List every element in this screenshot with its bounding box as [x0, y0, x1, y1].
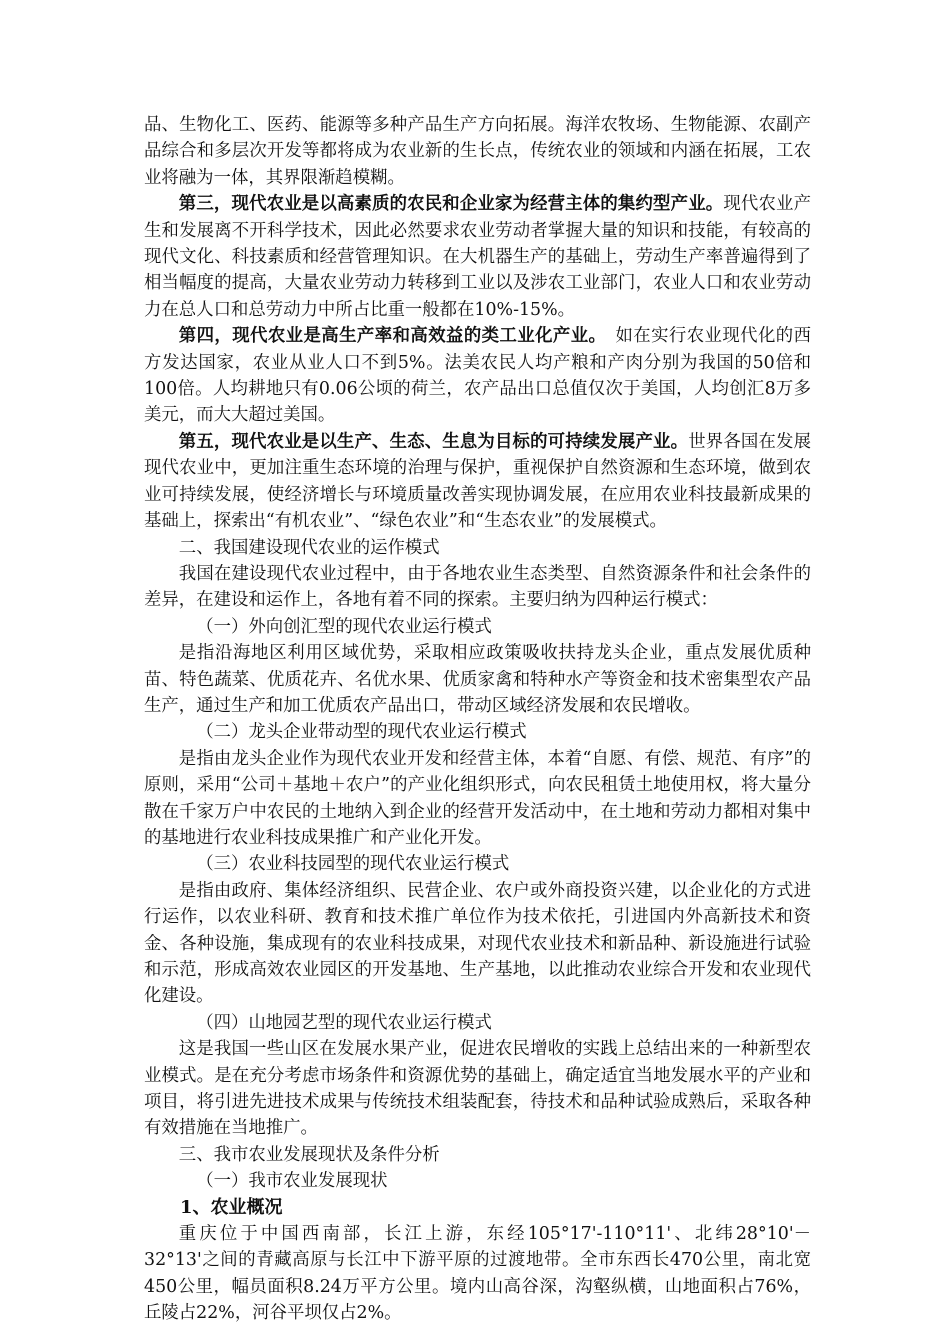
- paragraph-text: 是指由政府、集体经济组织、民营企业、农户或外商投资兴建，以企业化的方式进行运作，以农业科研、教育和技术推广单位作为技术依托，引进国内外高新技术和资金、各种设施，集成现有的农业科技成果，对现代农业技术和新品种、新设施进行试验和示范，形成高效农业园区的开发基地、生产基地，以此推动农业综合开发和农业现代化建设。: [144, 880, 811, 1007]
- bold-lead: 第三，现代农业是以高素质的农民和企业家为经营主体的集约型产业。: [178, 194, 724, 215]
- bold-lead: 第四，现代农业是高生产率和高效益的类工业化产业。: [178, 326, 598, 347]
- paragraph-text: 如在实行农业现代化的西方发达国家，农业从业人口不到5%。法美农民人均产粮和产肉分别为我国的50倍和100倍。人均耕地只有0.06公顷的荷兰，农产品出口总值仅次于美国，人均创汇8万多美元，而大大超过美国。: [144, 326, 811, 426]
- subsection-heading: （二）龙头企业带动型的现代农业运行模式: [196, 722, 527, 743]
- paragraph-text: 是指沿海地区利用区域优势，采取相应政策吸收扶持龙头企业，重点发展优质种苗、特色蔬菜、优质花卉、名优水果、优质家禽和特种水产等资金和技术密集型农产品生产，通过生产和加工优质农产品出口，带动区域经济发展和农民增收。: [144, 643, 811, 716]
- paragraph-continued: 品、生物化工、医药、能源等多种产品生产方向拓展。海洋农牧场、生物能源、农副产品综合和多层次开发等都将成为农业新的生长点，传统农业的领域和内涵在拓展，工农业将融为一体，其界限渐趋模糊。: [144, 115, 811, 188]
- subsection-heading: （一）我市农业发展现状: [196, 1171, 388, 1192]
- subsection-heading: （三）农业科技园型的现代农业运行模式: [196, 854, 510, 875]
- bold-lead: 第五，现代农业是以生产、生态、生息为目标的可持续发展产业。: [178, 431, 689, 452]
- paragraph-fourth-point: [144, 323, 811, 429]
- paragraph-text: 现代农业产生和发展离不开科学技术，因此必然要求农业劳动者掌握大量的知识和技能，有较高的现代文化、科技素质和经营管理知识。在大机器生产的基础上，劳动生产率普遍得到了相当幅度的提高，大量农业劳动力转移到工业以及涉农工业部门，农业人口和农业劳动力在总人口和总劳动力中所占比重一般都在10%-15%。: [144, 194, 811, 320]
- section-heading: 三、我市农业发展现状及条件分析: [178, 1144, 440, 1165]
- paragraph-text: 是指由龙头企业作为现代农业开发和经营主体，本着“自愿、有偿、规范、有序”的原则，采用“公司＋基地＋农户”的产业化组织形式，向农民租赁土地使用权，将大量分散在千家万户中农民的土地纳入到企业的经营开发活动中，在土地和劳动力都相对集中的基地进行农业科技成果推广和产业化开发。: [144, 748, 811, 848]
- document-page: [144, 112, 811, 1327]
- paragraph-text: 我国在建设现代农业过程中，由于各地农业生态类型、自然资源条件和社会条件的差异，在建设和运作上，各地有着不同的探索。主要归纳为四种运行模式：: [144, 563, 811, 611]
- numbered-heading: 1、农业概况: [180, 1196, 283, 1218]
- paragraph-text: 重庆位于中国西南部，长江上游，东经105°17'-110°11'、北纬28°10'－32°13'之间的青藏高原与长江中下游平原的过渡地带。全市东西长470公里，南北宽450公里，幅员面积8.24万平方公里。境内山高谷深，沟壑纵横，山地面积占76%，丘陵占22%，河谷平坝仅占2%。: [144, 1224, 811, 1324]
- paragraph-text: 这是我国一些山区在发展水果产业，促进农民增收的实践上总结出来的一种新型农业模式。是在充分考虑市场条件和资源优势的基础上，确定适宜当地发展水平的产业和项目，将引进先进技术成果与传统技术组装配套，待技术和品种试验成熟后，采取各种有效措施在当地推广。: [144, 1039, 811, 1139]
- subsection-heading: （一）外向创汇型的现代农业运行模式: [196, 616, 492, 637]
- paragraph-fifth-point: [144, 429, 811, 535]
- paragraph-text: 世界各国在发展现代农业中，更加注重生态环境的治理与保护，重视保护自然资源和生态环境，做到农业可持续发展，使经济增长与环境质量改善实现协调发展，在应用农业科技最新成果的基础上，探索出“有机农业”、“绿色农业”和“生态农业”的发展模式。: [144, 431, 811, 532]
- paragraph-third-point: [144, 191, 811, 323]
- subsection-heading: （四）山地园艺型的现代农业运行模式: [196, 1012, 492, 1033]
- section-heading: 二、我国建设现代农业的运作模式: [178, 537, 440, 558]
